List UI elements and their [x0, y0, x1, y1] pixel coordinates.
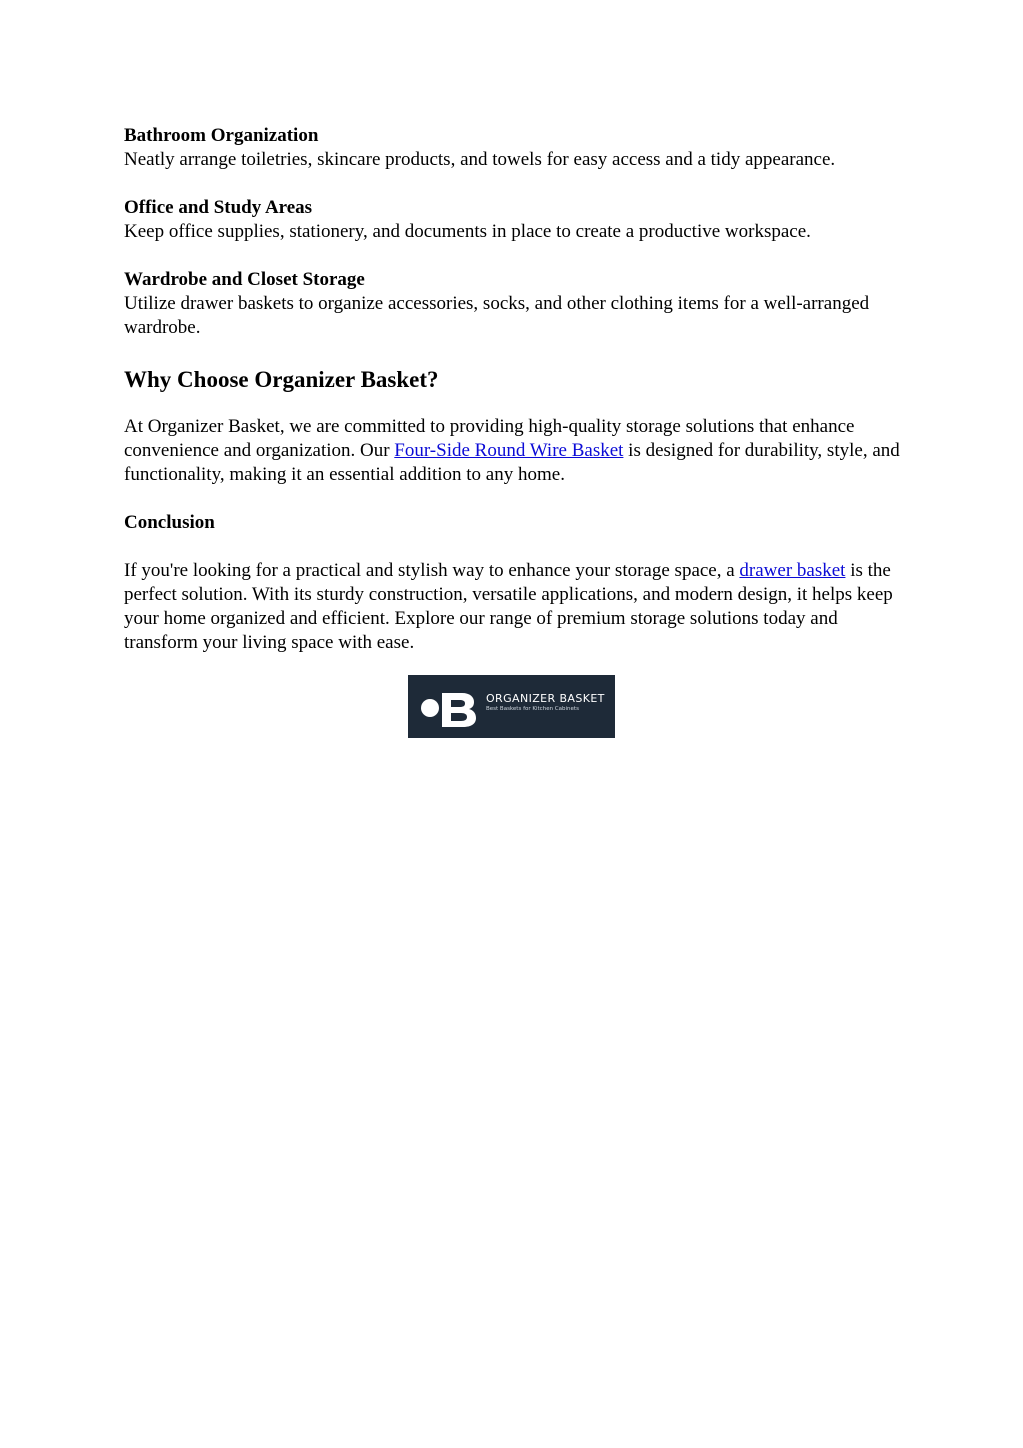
section-text: Utilize drawer baskets to organize accessories, socks, and other clothing items for a well-arranged wardrobe. [124, 293, 870, 338]
why-heading: Why Choose Organizer Basket? [124, 367, 439, 392]
section-text: Keep office supplies, stationery, and documents in place to create a productive workspace. [124, 221, 811, 242]
why-text-after: is designed for durability, style, and functionality, making it an essential addition to any home. [124, 440, 900, 485]
section-text: Neatly arrange toiletries, skincare products, and towels for easy access and a tidy appearance. [124, 149, 836, 170]
section-office [124, 196, 904, 244]
section-title: Office and Study Areas [124, 197, 313, 218]
conclusion-text-before: If you're looking for a practical and stylish way to enhance your storage space, a [124, 560, 740, 581]
conclusion-heading: Conclusion [124, 512, 215, 533]
four-side-basket-link[interactable]: Four-Side Round Wire Basket [394, 440, 624, 461]
organizer-basket-logo [408, 675, 615, 738]
ob-monogram-icon [420, 687, 480, 727]
section-wardrobe [124, 268, 904, 340]
section-bathroom [124, 124, 904, 172]
logo-tagline: Best Baskets for Kitchen Cabinets [486, 706, 579, 712]
document-page [124, 124, 904, 655]
logo-name: ORGANIZER BASKET [486, 692, 605, 705]
drawer-basket-link[interactable]: drawer basket [739, 560, 846, 581]
conclusion-text-after: is the perfect solution. With its sturdy construction, versatile applications, and modern design, it helps keep your home organized and efficient. Explore our range of premium storage solutions today and transform your living space with ease. [124, 560, 893, 653]
why-text-before: At Organizer Basket, we are committed to providing high-quality storage solutions that enhance convenience and organization. Our [124, 416, 855, 461]
why-paragraph [124, 415, 904, 487]
section-title: Wardrobe and Closet Storage [124, 269, 365, 290]
section-title: Bathroom Organization [124, 125, 319, 146]
conclusion-paragraph [124, 559, 904, 655]
